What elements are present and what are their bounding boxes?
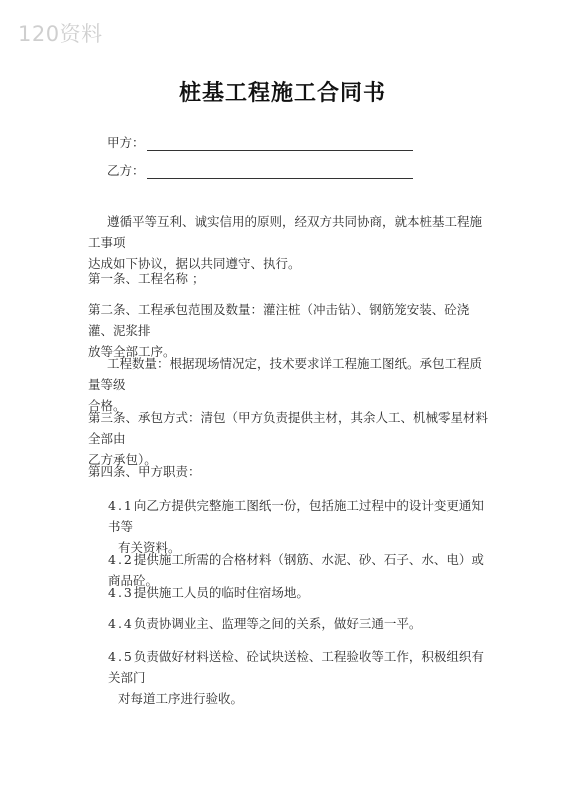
party-a-row xyxy=(107,133,413,151)
item-text: 负责协调业主、监理等之间的关系，做好三通一平。 xyxy=(133,616,422,631)
quantity-line-1: 工程数量：根据现场情况定，技术要求详工程施工图纸。承包工程质量等级 xyxy=(88,356,483,392)
item-text: 提供施工人员的临时住宿场地。 xyxy=(133,585,309,600)
party-b-row xyxy=(107,161,413,179)
article-1 xyxy=(88,268,488,289)
list-item xyxy=(108,646,488,709)
item-number: 4.5 xyxy=(108,649,134,664)
item-number: 4.3 xyxy=(108,585,134,600)
watermark: 120资料 xyxy=(18,22,103,46)
item-number: 4.1 xyxy=(108,498,134,513)
article-3-line-2: 乙方承包）。 xyxy=(88,452,157,467)
article-2-line-1: 第二条、工程承包范围及数量：灌注桩（冲击钻）、钢筋笼安装、砼浇灌、泥浆排 xyxy=(88,302,470,338)
intro-paragraph xyxy=(88,211,488,274)
item-text-continued: 对每道工序进行验收。 xyxy=(118,691,244,706)
party-b-label: 乙方： xyxy=(107,163,145,178)
party-b-blank-line xyxy=(147,166,413,179)
quantity-line-2: 合格。 xyxy=(88,398,126,413)
article-2-line-2: 放等全部工序。 xyxy=(88,344,176,359)
list-item xyxy=(108,613,488,634)
article-3-line-1: 第三条、承包方式：清包（甲方负责提供主材，其余人工、机械零星材料全部由 xyxy=(88,410,489,446)
item-number: 4.2 xyxy=(108,552,134,567)
item-text: 向乙方提供完整施工图纸一份，包括施工过程中的设计变更通知书等 xyxy=(108,498,484,534)
list-item xyxy=(108,582,488,603)
intro-line-2: 达成如下协议，据以共同遵守、执行。 xyxy=(88,256,301,271)
item-text: 负责做好材料送检、砼试块送检、工程验收等工作，积极组织有关部门 xyxy=(108,649,484,685)
item-number: 4.4 xyxy=(108,616,134,631)
party-a-label: 甲方： xyxy=(107,135,145,150)
party-a-blank-line xyxy=(147,138,413,151)
item-text: 提供施工所需的合格材料（钢筋、水泥、砂、石子、水、电）或商品砼。 xyxy=(108,552,484,588)
article-4 xyxy=(88,461,488,482)
article-1-text: 第一条、工程名称 ； xyxy=(88,271,205,286)
article-4-text: 第四条、甲方职责： xyxy=(88,464,201,479)
intro-line-1: 遵循平等互利、诚实信用的原则，经双方共同协商，就本桩基工程施工事项 xyxy=(88,214,483,250)
item-text-continued: 有关资料。 xyxy=(118,540,181,555)
document-title: 桩基工程施工合同书 xyxy=(178,80,386,106)
